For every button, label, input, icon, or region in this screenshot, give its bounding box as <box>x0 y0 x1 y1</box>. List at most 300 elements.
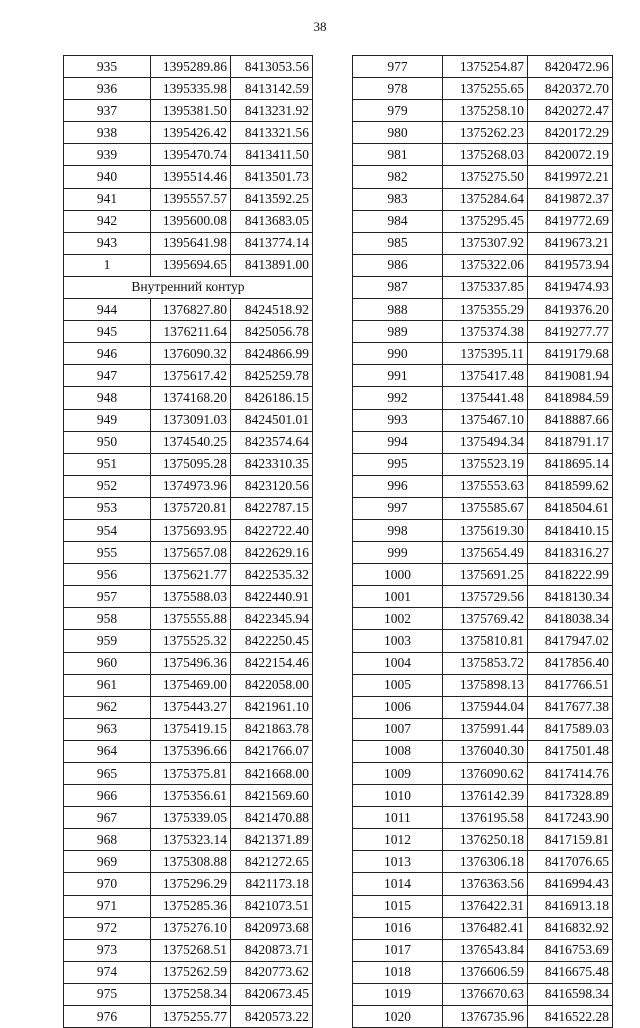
x-coordinate-cell: 1375693.95 <box>151 519 231 541</box>
point-number-cell: 968 <box>64 829 151 851</box>
table-row <box>353 78 613 100</box>
point-number-cell: 1012 <box>353 829 443 851</box>
x-coordinate-cell: 1395514.46 <box>151 166 231 188</box>
point-number-cell: 969 <box>64 851 151 873</box>
x-coordinate-cell: 1375467.10 <box>443 409 528 431</box>
point-number-cell: 995 <box>353 453 443 475</box>
table-row <box>353 851 613 873</box>
x-coordinate-cell: 1376195.58 <box>443 807 528 829</box>
table-row <box>353 983 613 1005</box>
y-coordinate-cell: 8418222.99 <box>528 564 613 586</box>
point-number-cell: 938 <box>64 122 151 144</box>
y-coordinate-cell: 8413053.56 <box>231 56 313 78</box>
x-coordinate-cell: 1395641.98 <box>151 232 231 254</box>
point-number-cell: 984 <box>353 210 443 232</box>
table-row <box>353 144 613 166</box>
x-coordinate-cell: 1375322.06 <box>443 254 528 276</box>
y-coordinate-cell: 8418791.17 <box>528 431 613 453</box>
point-number-cell: 966 <box>64 785 151 807</box>
y-coordinate-cell: 8424501.01 <box>231 409 313 431</box>
x-coordinate-cell: 1375469.00 <box>151 674 231 696</box>
y-coordinate-cell: 8416753.69 <box>528 939 613 961</box>
table-row <box>64 519 313 541</box>
section-heading: Внутренний контур <box>64 276 313 298</box>
point-number-cell: 992 <box>353 387 443 409</box>
y-coordinate-cell: 8422722.40 <box>231 519 313 541</box>
x-coordinate-cell: 1375262.23 <box>443 122 528 144</box>
section-heading-row <box>64 276 313 298</box>
y-coordinate-cell: 8419972.21 <box>528 166 613 188</box>
point-number-cell: 1014 <box>353 873 443 895</box>
point-number-cell: 988 <box>353 299 443 321</box>
y-coordinate-cell: 8417076.65 <box>528 851 613 873</box>
x-coordinate-cell: 1375991.44 <box>443 718 528 740</box>
table-row <box>353 409 613 431</box>
table-row <box>353 519 613 541</box>
point-number-cell: 999 <box>353 542 443 564</box>
x-coordinate-cell: 1375268.51 <box>151 939 231 961</box>
table-row <box>353 873 613 895</box>
table-row <box>64 343 313 365</box>
point-number-cell: 980 <box>353 122 443 144</box>
point-number-cell: 948 <box>64 387 151 409</box>
point-number-cell: 1005 <box>353 674 443 696</box>
x-coordinate-cell: 1395426.42 <box>151 122 231 144</box>
table-row <box>64 961 313 983</box>
x-coordinate-cell: 1375268.03 <box>443 144 528 166</box>
x-coordinate-cell: 1375308.88 <box>151 851 231 873</box>
y-coordinate-cell: 8422250.45 <box>231 630 313 652</box>
point-number-cell: 962 <box>64 696 151 718</box>
table-row <box>353 785 613 807</box>
table-row <box>64 895 313 917</box>
table-row <box>64 939 313 961</box>
point-number-cell: 982 <box>353 166 443 188</box>
table-row <box>353 56 613 78</box>
y-coordinate-cell: 8416994.43 <box>528 873 613 895</box>
y-coordinate-cell: 8416913.18 <box>528 895 613 917</box>
x-coordinate-cell: 1376363.56 <box>443 873 528 895</box>
table-row <box>64 608 313 630</box>
y-coordinate-cell: 8419772.69 <box>528 210 613 232</box>
page-number: 38 <box>313 19 327 34</box>
point-number-cell: 1000 <box>353 564 443 586</box>
x-coordinate-cell: 1376670.63 <box>443 983 528 1005</box>
y-coordinate-cell: 8413501.73 <box>231 166 313 188</box>
x-coordinate-cell: 1375441.48 <box>443 387 528 409</box>
table-row <box>353 674 613 696</box>
point-number-cell: 947 <box>64 365 151 387</box>
y-coordinate-cell: 8416522.28 <box>528 1006 613 1028</box>
x-coordinate-cell: 1375258.10 <box>443 100 528 122</box>
x-coordinate-cell: 1375729.56 <box>443 586 528 608</box>
x-coordinate-cell: 1375419.15 <box>151 718 231 740</box>
x-coordinate-cell: 1395694.65 <box>151 254 231 276</box>
point-number-cell: 961 <box>64 674 151 696</box>
y-coordinate-cell: 8419573.94 <box>528 254 613 276</box>
point-number-cell: 1018 <box>353 961 443 983</box>
table-row <box>353 387 613 409</box>
y-coordinate-cell: 8413592.25 <box>231 188 313 210</box>
x-coordinate-cell: 1376250.18 <box>443 829 528 851</box>
y-coordinate-cell: 8417589.03 <box>528 718 613 740</box>
point-number-cell: 985 <box>353 232 443 254</box>
x-coordinate-cell: 1376543.84 <box>443 939 528 961</box>
table-row <box>353 895 613 917</box>
y-coordinate-cell: 8422629.16 <box>231 542 313 564</box>
table-row <box>353 166 613 188</box>
x-coordinate-cell: 1375553.63 <box>443 475 528 497</box>
x-coordinate-cell: 1375853.72 <box>443 652 528 674</box>
point-number-cell: 957 <box>64 586 151 608</box>
x-coordinate-cell: 1373091.03 <box>151 409 231 431</box>
x-coordinate-cell: 1375617.42 <box>151 365 231 387</box>
coordinates-table-left <box>63 55 313 1028</box>
point-number-cell: 990 <box>353 343 443 365</box>
y-coordinate-cell: 8421766.07 <box>231 740 313 762</box>
table-row <box>64 564 313 586</box>
x-coordinate-cell: 1376040.30 <box>443 740 528 762</box>
x-coordinate-cell: 1376606.59 <box>443 961 528 983</box>
point-number-cell: 987 <box>353 276 443 298</box>
table-row <box>353 475 613 497</box>
x-coordinate-cell: 1375255.77 <box>151 1006 231 1028</box>
y-coordinate-cell: 8418599.62 <box>528 475 613 497</box>
x-coordinate-cell: 1375443.27 <box>151 696 231 718</box>
table-row <box>353 232 613 254</box>
table-row <box>64 652 313 674</box>
x-coordinate-cell: 1376090.62 <box>443 763 528 785</box>
point-number-cell: 970 <box>64 873 151 895</box>
y-coordinate-cell: 8420873.71 <box>231 939 313 961</box>
x-coordinate-cell: 1395600.08 <box>151 210 231 232</box>
table-row <box>64 917 313 939</box>
point-number-cell: 971 <box>64 895 151 917</box>
point-number-cell: 1006 <box>353 696 443 718</box>
table-row <box>353 276 613 298</box>
table-row <box>64 188 313 210</box>
y-coordinate-cell: 8418504.61 <box>528 497 613 519</box>
table-row <box>64 497 313 519</box>
table-row <box>353 365 613 387</box>
x-coordinate-cell: 1375496.36 <box>151 652 231 674</box>
point-number-cell: 975 <box>64 983 151 1005</box>
table-row <box>64 78 313 100</box>
point-number-cell: 951 <box>64 453 151 475</box>
x-coordinate-cell: 1375255.65 <box>443 78 528 100</box>
table-row <box>353 740 613 762</box>
y-coordinate-cell: 8418887.66 <box>528 409 613 431</box>
point-number-cell: 960 <box>64 652 151 674</box>
table-row <box>64 763 313 785</box>
point-number-cell: 989 <box>353 321 443 343</box>
table-row <box>353 122 613 144</box>
y-coordinate-cell: 8423574.64 <box>231 431 313 453</box>
y-coordinate-cell: 8416832.92 <box>528 917 613 939</box>
y-coordinate-cell: 8426186.15 <box>231 387 313 409</box>
point-number-cell: 978 <box>353 78 443 100</box>
point-number-cell: 979 <box>353 100 443 122</box>
point-number-cell: 1004 <box>353 652 443 674</box>
y-coordinate-cell: 8422154.46 <box>231 652 313 674</box>
table-row <box>64 630 313 652</box>
y-coordinate-cell: 8419872.37 <box>528 188 613 210</box>
y-coordinate-cell: 8420472.96 <box>528 56 613 78</box>
y-coordinate-cell: 8421272.65 <box>231 851 313 873</box>
point-number-cell: 991 <box>353 365 443 387</box>
y-coordinate-cell: 8417414.76 <box>528 763 613 785</box>
y-coordinate-cell: 8421470.88 <box>231 807 313 829</box>
y-coordinate-cell: 8421173.18 <box>231 873 313 895</box>
x-coordinate-cell: 1395557.57 <box>151 188 231 210</box>
point-number-cell: 1015 <box>353 895 443 917</box>
table-row <box>353 254 613 276</box>
y-coordinate-cell: 8421863.78 <box>231 718 313 740</box>
x-coordinate-cell: 1375555.88 <box>151 608 231 630</box>
x-coordinate-cell: 1376735.96 <box>443 1006 528 1028</box>
table-row <box>64 674 313 696</box>
y-coordinate-cell: 8420072.19 <box>528 144 613 166</box>
table-row <box>64 453 313 475</box>
point-number-cell: 955 <box>64 542 151 564</box>
y-coordinate-cell: 8419474.93 <box>528 276 613 298</box>
table-row <box>64 586 313 608</box>
point-number-cell: 1020 <box>353 1006 443 1028</box>
point-number-cell: 1001 <box>353 586 443 608</box>
point-number-cell: 942 <box>64 210 151 232</box>
y-coordinate-cell: 8413774.14 <box>231 232 313 254</box>
table-row <box>353 652 613 674</box>
y-coordinate-cell: 8413231.92 <box>231 100 313 122</box>
x-coordinate-cell: 1375284.64 <box>443 188 528 210</box>
y-coordinate-cell: 8423120.56 <box>231 475 313 497</box>
table-row <box>353 299 613 321</box>
point-number-cell: 952 <box>64 475 151 497</box>
table-row <box>353 100 613 122</box>
point-number-cell: 940 <box>64 166 151 188</box>
x-coordinate-cell: 1375525.32 <box>151 630 231 652</box>
x-coordinate-cell: 1375374.38 <box>443 321 528 343</box>
y-coordinate-cell: 8422440.91 <box>231 586 313 608</box>
y-coordinate-cell: 8418695.14 <box>528 453 613 475</box>
point-number-cell: 1002 <box>353 608 443 630</box>
x-coordinate-cell: 1375588.03 <box>151 586 231 608</box>
table-row <box>64 718 313 740</box>
y-coordinate-cell: 8417243.90 <box>528 807 613 829</box>
table-row <box>353 696 613 718</box>
y-coordinate-cell: 8417947.02 <box>528 630 613 652</box>
x-coordinate-cell: 1376211.64 <box>151 321 231 343</box>
y-coordinate-cell: 8413142.59 <box>231 78 313 100</box>
y-coordinate-cell: 8416598.34 <box>528 983 613 1005</box>
point-number-cell: 963 <box>64 718 151 740</box>
table-row <box>353 453 613 475</box>
y-coordinate-cell: 8422058.00 <box>231 674 313 696</box>
point-number-cell: 956 <box>64 564 151 586</box>
table-row <box>353 564 613 586</box>
table-row <box>64 409 313 431</box>
x-coordinate-cell: 1375339.05 <box>151 807 231 829</box>
x-coordinate-cell: 1375691.25 <box>443 564 528 586</box>
table-row <box>64 696 313 718</box>
y-coordinate-cell: 8421371.89 <box>231 829 313 851</box>
point-number-cell: 945 <box>64 321 151 343</box>
x-coordinate-cell: 1375621.77 <box>151 564 231 586</box>
point-number-cell: 943 <box>64 232 151 254</box>
table-row <box>64 56 313 78</box>
table-row <box>64 542 313 564</box>
x-coordinate-cell: 1376827.80 <box>151 299 231 321</box>
table-row <box>353 718 613 740</box>
table-row <box>64 210 313 232</box>
point-number-cell: 939 <box>64 144 151 166</box>
point-number-cell: 944 <box>64 299 151 321</box>
x-coordinate-cell: 1375285.36 <box>151 895 231 917</box>
x-coordinate-cell: 1375275.50 <box>443 166 528 188</box>
table-row <box>353 210 613 232</box>
table-row <box>353 343 613 365</box>
point-number-cell: 959 <box>64 630 151 652</box>
x-coordinate-cell: 1375417.48 <box>443 365 528 387</box>
point-number-cell: 935 <box>64 56 151 78</box>
x-coordinate-cell: 1375657.08 <box>151 542 231 564</box>
y-coordinate-cell: 8413891.00 <box>231 254 313 276</box>
point-number-cell: 998 <box>353 519 443 541</box>
point-number-cell: 1013 <box>353 851 443 873</box>
x-coordinate-cell: 1395470.74 <box>151 144 231 166</box>
x-coordinate-cell: 1375769.42 <box>443 608 528 630</box>
table-row <box>64 873 313 895</box>
table-row <box>64 232 313 254</box>
y-coordinate-cell: 8413411.50 <box>231 144 313 166</box>
x-coordinate-cell: 1375095.28 <box>151 453 231 475</box>
table-row <box>64 475 313 497</box>
point-number-cell: 1016 <box>353 917 443 939</box>
point-number-cell: 994 <box>353 431 443 453</box>
coordinates-table-right <box>352 55 613 1028</box>
y-coordinate-cell: 8419376.20 <box>528 299 613 321</box>
y-coordinate-cell: 8417501.48 <box>528 740 613 762</box>
x-coordinate-cell: 1375523.19 <box>443 453 528 475</box>
x-coordinate-cell: 1375395.11 <box>443 343 528 365</box>
table-row <box>64 122 313 144</box>
point-number-cell: 1009 <box>353 763 443 785</box>
y-coordinate-cell: 8423310.35 <box>231 453 313 475</box>
table-row <box>353 961 613 983</box>
point-number-cell: 973 <box>64 939 151 961</box>
table-row <box>353 763 613 785</box>
y-coordinate-cell: 8418038.34 <box>528 608 613 630</box>
x-coordinate-cell: 1375810.81 <box>443 630 528 652</box>
table-row <box>64 365 313 387</box>
table-row <box>353 939 613 961</box>
x-coordinate-cell: 1375944.04 <box>443 696 528 718</box>
y-coordinate-cell: 8418130.34 <box>528 586 613 608</box>
point-number-cell: 976 <box>64 1006 151 1028</box>
x-coordinate-cell: 1395335.98 <box>151 78 231 100</box>
y-coordinate-cell: 8424518.92 <box>231 299 313 321</box>
x-coordinate-cell: 1375619.30 <box>443 519 528 541</box>
y-coordinate-cell: 8418316.27 <box>528 542 613 564</box>
table-row <box>64 254 313 276</box>
table-row <box>64 851 313 873</box>
y-coordinate-cell: 8419673.21 <box>528 232 613 254</box>
point-number-cell: 1010 <box>353 785 443 807</box>
point-number-cell: 983 <box>353 188 443 210</box>
x-coordinate-cell: 1395381.50 <box>151 100 231 122</box>
y-coordinate-cell: 8420573.22 <box>231 1006 313 1028</box>
x-coordinate-cell: 1376142.39 <box>443 785 528 807</box>
point-number-cell: 949 <box>64 409 151 431</box>
point-number-cell: 937 <box>64 100 151 122</box>
point-number-cell: 946 <box>64 343 151 365</box>
y-coordinate-cell: 8418984.59 <box>528 387 613 409</box>
y-coordinate-cell: 8419081.94 <box>528 365 613 387</box>
table-row <box>353 321 613 343</box>
x-coordinate-cell: 1376306.18 <box>443 851 528 873</box>
x-coordinate-cell: 1375258.34 <box>151 983 231 1005</box>
y-coordinate-cell: 8417677.38 <box>528 696 613 718</box>
point-number-cell: 972 <box>64 917 151 939</box>
x-coordinate-cell: 1374973.96 <box>151 475 231 497</box>
x-coordinate-cell: 1375296.29 <box>151 873 231 895</box>
point-number-cell: 981 <box>353 144 443 166</box>
x-coordinate-cell: 1375262.59 <box>151 961 231 983</box>
x-coordinate-cell: 1375295.45 <box>443 210 528 232</box>
y-coordinate-cell: 8420673.45 <box>231 983 313 1005</box>
x-coordinate-cell: 1375355.29 <box>443 299 528 321</box>
table-row <box>353 630 613 652</box>
point-number-cell: 936 <box>64 78 151 100</box>
table-row <box>353 431 613 453</box>
x-coordinate-cell: 1375898.13 <box>443 674 528 696</box>
x-coordinate-cell: 1395289.86 <box>151 56 231 78</box>
table-row <box>353 586 613 608</box>
y-coordinate-cell: 8420372.70 <box>528 78 613 100</box>
x-coordinate-cell: 1375337.85 <box>443 276 528 298</box>
y-coordinate-cell: 8425056.78 <box>231 321 313 343</box>
y-coordinate-cell: 8422535.32 <box>231 564 313 586</box>
table-row <box>353 608 613 630</box>
y-coordinate-cell: 8416675.48 <box>528 961 613 983</box>
y-coordinate-cell: 8419277.77 <box>528 321 613 343</box>
y-coordinate-cell: 8413321.56 <box>231 122 313 144</box>
y-coordinate-cell: 8420773.62 <box>231 961 313 983</box>
y-coordinate-cell: 8418410.15 <box>528 519 613 541</box>
point-number-cell: 986 <box>353 254 443 276</box>
table-row <box>64 807 313 829</box>
x-coordinate-cell: 1374168.20 <box>151 387 231 409</box>
point-number-cell: 977 <box>353 56 443 78</box>
table-row <box>64 983 313 1005</box>
table-row <box>64 144 313 166</box>
x-coordinate-cell: 1376422.31 <box>443 895 528 917</box>
x-coordinate-cell: 1375654.49 <box>443 542 528 564</box>
x-coordinate-cell: 1375323.14 <box>151 829 231 851</box>
point-number-cell: 958 <box>64 608 151 630</box>
point-number-cell: 967 <box>64 807 151 829</box>
x-coordinate-cell: 1375356.61 <box>151 785 231 807</box>
x-coordinate-cell: 1375396.66 <box>151 740 231 762</box>
x-coordinate-cell: 1375254.87 <box>443 56 528 78</box>
point-number-cell: 950 <box>64 431 151 453</box>
x-coordinate-cell: 1375307.92 <box>443 232 528 254</box>
x-coordinate-cell: 1375375.81 <box>151 763 231 785</box>
table-row <box>64 431 313 453</box>
table-row <box>353 188 613 210</box>
table-row <box>64 321 313 343</box>
y-coordinate-cell: 8421073.51 <box>231 895 313 917</box>
